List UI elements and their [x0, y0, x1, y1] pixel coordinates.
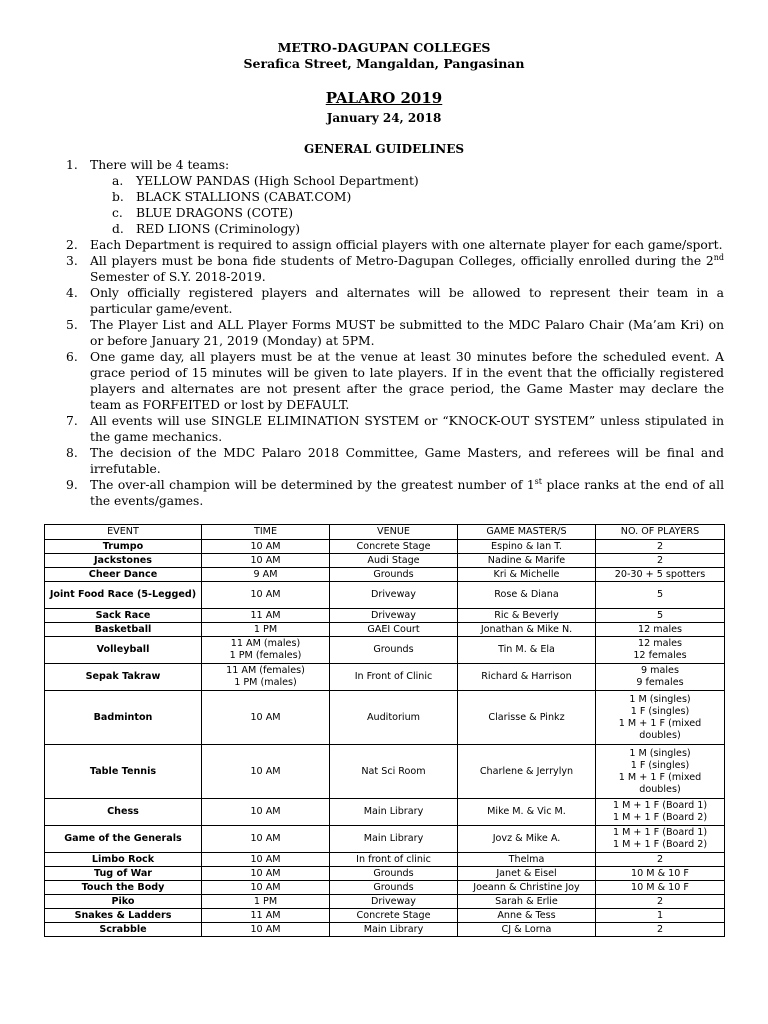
players-cell: 2	[596, 853, 725, 867]
event-cell: Snakes & Ladders	[45, 909, 202, 923]
column-header-event: EVENT	[45, 525, 202, 540]
event-cell: Scrabble	[45, 923, 202, 937]
venue-cell: Main Library	[330, 826, 458, 853]
guideline-text: The Player List and ALL Player Forms MUST be submitted to the MDC Palaro Chair (Ma’am Kri) on or before January 21, 2019 (Monday) at 5PM.	[90, 318, 724, 348]
game-master-cell: Anne & Tess	[458, 909, 596, 923]
players-cell: 12 males	[596, 623, 725, 637]
team-letter: a.	[112, 174, 124, 188]
team-item	[112, 173, 724, 189]
venue-cell: Audi Stage	[330, 554, 458, 568]
guideline-number: 9.	[66, 478, 78, 492]
guideline-text-continued: place ranks at the end of all the events/games.	[90, 478, 725, 508]
game-master-cell: Clarisse & Pinkz	[458, 691, 596, 745]
time-cell: 10 AM	[202, 923, 330, 937]
guideline-text: The decision of the MDC Palaro 2018 Committee, Game Masters, and referees will be final and irrefutable.	[90, 446, 724, 476]
table-row	[45, 867, 725, 881]
players-cell: 10 M & 10 F	[596, 881, 725, 895]
event-cell: Chess	[45, 799, 202, 826]
players-cell	[596, 691, 725, 745]
guideline-number: 1.	[66, 158, 78, 172]
time-line: 11 AM (females)	[226, 665, 305, 676]
table-row	[45, 554, 725, 568]
venue-cell: Grounds	[330, 637, 458, 664]
players-cell: 2	[596, 540, 725, 554]
column-header-players: NO. OF PLAYERS	[596, 525, 725, 540]
game-master-cell: Nadine & Marife	[458, 554, 596, 568]
guideline-number: 5.	[66, 318, 78, 332]
guidelines-list	[66, 157, 724, 509]
page-title: PALARO 2019	[325, 89, 443, 107]
event-cell: Sepak Takraw	[45, 664, 202, 691]
time-line: 1 PM (females)	[229, 650, 302, 661]
guideline-item	[66, 477, 724, 509]
venue-cell: Main Library	[330, 923, 458, 937]
players-line: 12 males	[637, 638, 683, 649]
time-cell: 10 AM	[202, 554, 330, 568]
table-row	[45, 568, 725, 582]
column-header-time: TIME	[202, 525, 330, 540]
time-cell: 10 AM	[202, 745, 330, 799]
table-row	[45, 853, 725, 867]
time-cell: 11 AM	[202, 909, 330, 923]
event-cell: Volleyball	[45, 637, 202, 664]
guideline-number: 6.	[66, 350, 78, 364]
teams-list	[90, 173, 724, 237]
venue-cell: Grounds	[330, 881, 458, 895]
guideline-text: All players must be bona fide students of Metro-Dagupan Colleges, officially enrolled during the 2	[90, 254, 714, 268]
guideline-number: 3.	[66, 254, 78, 268]
venue-cell: GAEI Court	[330, 623, 458, 637]
table-row	[45, 582, 725, 609]
time-cell: 1 PM	[202, 623, 330, 637]
team-letter: b.	[112, 190, 124, 204]
time-cell: 10 AM	[202, 582, 330, 609]
players-line: 1 M + 1 F (Board 2)	[612, 839, 708, 850]
table-row	[45, 609, 725, 623]
venue-cell: Main Library	[330, 799, 458, 826]
time-cell: 10 AM	[202, 881, 330, 895]
time-cell: 1 PM	[202, 895, 330, 909]
letterhead	[0, 40, 768, 72]
event-cell: Jackstones	[45, 554, 202, 568]
game-master-cell: Kri & Michelle	[458, 568, 596, 582]
players-line: 1 M + 1 F (Board 2)	[612, 812, 708, 823]
players-line: 1 F (singles)	[630, 759, 690, 771]
time-line: 1 PM (males)	[234, 677, 297, 688]
guideline-item	[66, 285, 724, 317]
time-cell: 10 AM	[202, 799, 330, 826]
time-cell	[202, 664, 330, 691]
time-line: 11 AM (males)	[230, 638, 301, 649]
section-heading: GENERAL GUIDELINES	[303, 142, 465, 156]
table-row	[45, 637, 725, 664]
guideline-text: There will be 4 teams:	[90, 158, 230, 172]
team-letter: c.	[112, 206, 123, 220]
players-line: 9 males	[641, 665, 679, 676]
time-cell: 10 AM	[202, 691, 330, 745]
players-cell: 2	[596, 923, 725, 937]
game-master-cell: Rose & Diana	[458, 582, 596, 609]
players-line: 1 M + 1 F (mixed doubles)	[618, 771, 702, 795]
game-master-cell: Janet & Eisel	[458, 867, 596, 881]
table-row	[45, 664, 725, 691]
team-item	[112, 205, 724, 221]
venue-cell: Concrete Stage	[330, 540, 458, 554]
event-cell: Joint Food Race (5-Legged)	[45, 582, 202, 609]
venue-cell: In front of clinic	[330, 853, 458, 867]
events-table	[44, 524, 725, 937]
event-cell: Piko	[45, 895, 202, 909]
guideline-text: Only officially registered players and alternates will be allowed to represent their team in a particular game/event.	[90, 286, 724, 316]
event-cell: Badminton	[45, 691, 202, 745]
game-master-cell: Jonathan & Mike N.	[458, 623, 596, 637]
venue-cell: Nat Sci Room	[330, 745, 458, 799]
guideline-item	[66, 157, 724, 237]
event-cell: Tug of War	[45, 867, 202, 881]
players-cell: 1	[596, 909, 725, 923]
guideline-item	[66, 445, 724, 477]
guideline-text: The over-all champion will be determined by the greatest number of 1	[90, 478, 535, 492]
game-master-cell: Thelma	[458, 853, 596, 867]
time-cell: 10 AM	[202, 540, 330, 554]
players-cell	[596, 745, 725, 799]
table-row	[45, 623, 725, 637]
players-line: 1 F (singles)	[630, 705, 690, 717]
players-cell: 5	[596, 609, 725, 623]
event-cell: Sack Race	[45, 609, 202, 623]
guideline-number: 2.	[66, 238, 78, 252]
time-cell: 10 AM	[202, 853, 330, 867]
game-master-cell: Charlene & Jerrylyn	[458, 745, 596, 799]
column-header-venue: VENUE	[330, 525, 458, 540]
venue-cell: Driveway	[330, 609, 458, 623]
event-cell: Game of the Generals	[45, 826, 202, 853]
guideline-text: Each Department is required to assign official players with one alternate player for each game/sport.	[90, 238, 723, 252]
school-address: Serafica Street, Mangaldan, Pangasinan	[243, 56, 525, 71]
venue-cell: Auditorium	[330, 691, 458, 745]
venue-cell: Driveway	[330, 895, 458, 909]
table-row	[45, 923, 725, 937]
guideline-number: 8.	[66, 446, 78, 460]
document-date: January 24, 2018	[326, 111, 442, 125]
event-cell: Touch the Body	[45, 881, 202, 895]
players-line: 1 M (singles)	[629, 693, 691, 705]
time-cell: 9 AM	[202, 568, 330, 582]
event-cell: Trumpo	[45, 540, 202, 554]
players-line: 12 females	[633, 650, 687, 661]
game-master-cell: CJ & Lorna	[458, 923, 596, 937]
time-cell: 11 AM	[202, 609, 330, 623]
players-cell: 2	[596, 895, 725, 909]
game-master-cell: Jovz & Mike A.	[458, 826, 596, 853]
event-cell: Basketball	[45, 623, 202, 637]
time-cell	[202, 637, 330, 664]
players-line: 1 M + 1 F (mixed doubles)	[618, 717, 702, 741]
table-row	[45, 881, 725, 895]
players-cell	[596, 637, 725, 664]
team-text: BLUE DRAGONS (COTE)	[136, 206, 294, 220]
venue-cell: Grounds	[330, 867, 458, 881]
guideline-number: 7.	[66, 414, 78, 428]
game-master-cell: Mike M. & Vic M.	[458, 799, 596, 826]
guideline-text: One game day, all players must be at the venue at least 30 minutes before the scheduled event. A grace period of 15 minutes will be given to late players. If in the event that the officially registered players and alternates are not present after the grace period, the Game Master may declare the team as FORFEITED or lost by DEFAULT.	[90, 350, 724, 412]
team-letter: d.	[112, 222, 124, 236]
game-master-cell: Sarah & Erlie	[458, 895, 596, 909]
players-cell	[596, 664, 725, 691]
ordinal-suffix: nd	[713, 252, 724, 262]
table-row	[45, 540, 725, 554]
venue-cell: Concrete Stage	[330, 909, 458, 923]
game-master-cell: Ric & Beverly	[458, 609, 596, 623]
team-text: YELLOW PANDAS (High School Department)	[136, 174, 419, 188]
players-cell: 5	[596, 582, 725, 609]
ordinal-suffix: st	[534, 476, 542, 486]
players-cell: 10 M & 10 F	[596, 867, 725, 881]
table-row	[45, 895, 725, 909]
game-master-cell: Tin M. & Ela	[458, 637, 596, 664]
team-text: BLACK STALLIONS (CABAT.COM)	[136, 190, 352, 204]
team-item	[112, 189, 724, 205]
players-line: 1 M (singles)	[629, 747, 691, 759]
team-item	[112, 221, 724, 237]
school-name: METRO-DAGUPAN COLLEGES	[277, 40, 491, 55]
table-row	[45, 799, 725, 826]
table-row	[45, 691, 725, 745]
players-cell: 2	[596, 554, 725, 568]
event-cell: Limbo Rock	[45, 853, 202, 867]
time-cell: 10 AM	[202, 826, 330, 853]
guideline-item	[66, 317, 724, 349]
game-master-cell: Joeann & Christine Joy	[458, 881, 596, 895]
venue-cell: Driveway	[330, 582, 458, 609]
venue-cell: In Front of Clinic	[330, 664, 458, 691]
guideline-item	[66, 237, 724, 253]
table-row	[45, 745, 725, 799]
event-cell: Table Tennis	[45, 745, 202, 799]
team-text: RED LIONS (Criminology)	[136, 222, 301, 236]
guideline-item	[66, 349, 724, 413]
table-row	[45, 826, 725, 853]
time-cell: 10 AM	[202, 867, 330, 881]
players-line: 9 females	[636, 677, 684, 688]
venue-cell: Grounds	[330, 568, 458, 582]
guideline-number: 4.	[66, 286, 78, 300]
table-header-row	[45, 525, 725, 540]
players-line: 1 M + 1 F (Board 1)	[612, 800, 708, 811]
guideline-text: All events will use SINGLE ELIMINATION SYSTEM or “KNOCK-OUT SYSTEM” unless stipulated in the game mechanics.	[90, 414, 724, 444]
players-cell: 20-30 + 5 spotters	[596, 568, 725, 582]
game-master-cell: Espino & Ian T.	[458, 540, 596, 554]
players-cell	[596, 826, 725, 853]
event-cell: Cheer Dance	[45, 568, 202, 582]
players-cell	[596, 799, 725, 826]
table-row	[45, 909, 725, 923]
column-header-game-master: GAME MASTER/S	[458, 525, 596, 540]
guideline-text-continued: Semester of S.Y. 2018-2019.	[90, 270, 266, 284]
guideline-item	[66, 253, 724, 285]
game-master-cell: Richard & Harrison	[458, 664, 596, 691]
guideline-item	[66, 413, 724, 445]
players-line: 1 M + 1 F (Board 1)	[612, 827, 708, 838]
